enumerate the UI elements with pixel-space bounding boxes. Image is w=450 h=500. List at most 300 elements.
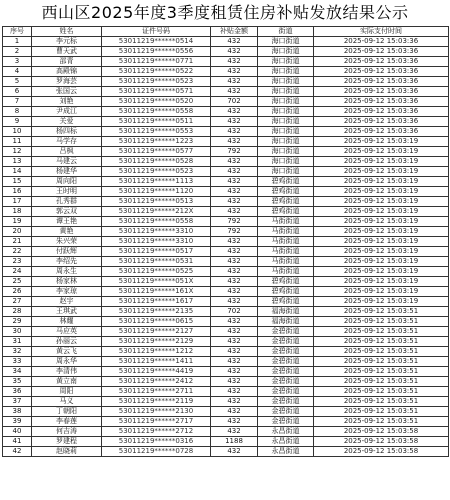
cell-name: 李绍先 bbox=[32, 257, 102, 267]
cell-street: 金碧街道 bbox=[258, 357, 314, 367]
cell-name: 杨建华 bbox=[32, 167, 102, 177]
cell-index: 11 bbox=[3, 137, 32, 147]
cell-street: 海口街道 bbox=[258, 37, 314, 47]
cell-name: 郭云双 bbox=[32, 207, 102, 217]
cell-id-number: 53011219******0511 bbox=[102, 117, 211, 127]
table-row bbox=[3, 417, 449, 427]
header-index: 序号 bbox=[3, 27, 32, 37]
cell-name: 周永生 bbox=[32, 267, 102, 277]
cell-payment-time: 2025-09-12 15:03:36 bbox=[314, 117, 449, 127]
cell-payment-time: 2025-09-12 15:03:58 bbox=[314, 437, 449, 447]
table-row bbox=[3, 367, 449, 377]
cell-index: 36 bbox=[3, 387, 32, 397]
cell-name: 曹天武 bbox=[32, 47, 102, 57]
cell-payment-time: 2025-09-12 15:03:19 bbox=[314, 257, 449, 267]
cell-index: 2 bbox=[3, 47, 32, 57]
cell-name: 孙丽云 bbox=[32, 337, 102, 347]
cell-amount: 432 bbox=[211, 347, 258, 357]
table-row bbox=[3, 287, 449, 297]
cell-id-number: 53011219******0513 bbox=[102, 197, 211, 207]
cell-index: 21 bbox=[3, 237, 32, 247]
cell-name: 周阳 bbox=[32, 387, 102, 397]
cell-index: 42 bbox=[3, 447, 32, 457]
table-row bbox=[3, 267, 449, 277]
cell-street: 金碧街道 bbox=[258, 347, 314, 357]
cell-street: 海口街道 bbox=[258, 77, 314, 87]
cell-amount: 432 bbox=[211, 77, 258, 87]
cell-amount: 1188 bbox=[211, 437, 258, 447]
cell-payment-time: 2025-09-12 15:03:19 bbox=[314, 287, 449, 297]
cell-street: 海口街道 bbox=[258, 147, 314, 157]
cell-index: 22 bbox=[3, 247, 32, 257]
cell-amount: 432 bbox=[211, 117, 258, 127]
cell-index: 31 bbox=[3, 337, 32, 347]
cell-index: 29 bbox=[3, 317, 32, 327]
cell-amount: 432 bbox=[211, 67, 258, 77]
cell-name: 黄云飞 bbox=[32, 347, 102, 357]
cell-street: 福海街道 bbox=[258, 307, 314, 317]
cell-street: 永昌街道 bbox=[258, 447, 314, 457]
cell-street: 马街街道 bbox=[258, 237, 314, 247]
cell-name: 李家琼 bbox=[32, 287, 102, 297]
cell-id-number: 53011219******2412 bbox=[102, 377, 211, 387]
cell-amount: 432 bbox=[211, 447, 258, 457]
header-payment-time: 实际支付时间 bbox=[314, 27, 449, 37]
cell-payment-time: 2025-09-12 15:03:19 bbox=[314, 147, 449, 157]
cell-id-number: 53011219******0558 bbox=[102, 107, 211, 117]
cell-street: 金碧街道 bbox=[258, 397, 314, 407]
cell-index: 32 bbox=[3, 347, 32, 357]
cell-amount: 432 bbox=[211, 317, 258, 327]
table-row bbox=[3, 377, 449, 387]
cell-payment-time: 2025-09-12 15:03:36 bbox=[314, 127, 449, 137]
cell-index: 37 bbox=[3, 397, 32, 407]
table-row bbox=[3, 347, 449, 357]
cell-name: 李元标 bbox=[32, 37, 102, 47]
cell-street: 马街街道 bbox=[258, 217, 314, 227]
cell-street: 海口街道 bbox=[258, 137, 314, 147]
cell-payment-time: 2025-09-12 15:03:51 bbox=[314, 307, 449, 317]
table-row bbox=[3, 237, 449, 247]
cell-payment-time: 2025-09-12 15:03:19 bbox=[314, 227, 449, 237]
table-row bbox=[3, 57, 449, 67]
cell-payment-time: 2025-09-12 15:03:36 bbox=[314, 67, 449, 77]
cell-name: 罗建程 bbox=[32, 437, 102, 447]
table-row bbox=[3, 157, 449, 167]
cell-id-number: 53011219******2712 bbox=[102, 427, 211, 437]
cell-street: 海口街道 bbox=[258, 97, 314, 107]
cell-name: 尹成江 bbox=[32, 107, 102, 117]
cell-index: 38 bbox=[3, 407, 32, 417]
cell-amount: 432 bbox=[211, 257, 258, 267]
cell-id-number: 53011219******161X bbox=[102, 287, 211, 297]
cell-street: 福海街道 bbox=[258, 317, 314, 327]
cell-payment-time: 2025-09-12 15:03:51 bbox=[314, 387, 449, 397]
cell-payment-time: 2025-09-12 15:03:58 bbox=[314, 447, 449, 457]
table-row bbox=[3, 387, 449, 397]
cell-id-number: 53011219******2127 bbox=[102, 327, 211, 337]
cell-amount: 432 bbox=[211, 287, 258, 297]
table-row bbox=[3, 147, 449, 157]
header-name: 姓名 bbox=[32, 27, 102, 37]
cell-payment-time: 2025-09-12 15:03:19 bbox=[314, 177, 449, 187]
cell-street: 永昌街道 bbox=[258, 437, 314, 447]
cell-street: 碧鸡街道 bbox=[258, 287, 314, 297]
cell-payment-time: 2025-09-12 15:03:19 bbox=[314, 267, 449, 277]
cell-id-number: 53011219******0571 bbox=[102, 87, 211, 97]
cell-index: 28 bbox=[3, 307, 32, 317]
cell-street: 海口街道 bbox=[258, 87, 314, 97]
cell-amount: 432 bbox=[211, 357, 258, 367]
cell-street: 金碧街道 bbox=[258, 327, 314, 337]
cell-index: 41 bbox=[3, 437, 32, 447]
cell-amount: 432 bbox=[211, 327, 258, 337]
cell-payment-time: 2025-09-12 15:03:36 bbox=[314, 107, 449, 117]
cell-index: 4 bbox=[3, 67, 32, 77]
table-row bbox=[3, 437, 449, 447]
cell-id-number: 53011219******0523 bbox=[102, 167, 211, 177]
cell-name: 吕枫 bbox=[32, 147, 102, 157]
cell-name: 黄立南 bbox=[32, 377, 102, 387]
cell-index: 16 bbox=[3, 187, 32, 197]
cell-amount: 432 bbox=[211, 427, 258, 437]
cell-payment-time: 2025-09-12 15:03:51 bbox=[314, 417, 449, 427]
cell-name: 邵青 bbox=[32, 57, 102, 67]
cell-id-number: 53011219******1223 bbox=[102, 137, 211, 147]
cell-name: 高殿锦 bbox=[32, 67, 102, 77]
cell-index: 24 bbox=[3, 267, 32, 277]
cell-amount: 432 bbox=[211, 237, 258, 247]
cell-payment-time: 2025-09-12 15:03:19 bbox=[314, 157, 449, 167]
cell-amount: 432 bbox=[211, 107, 258, 117]
cell-amount: 432 bbox=[211, 407, 258, 417]
cell-payment-time: 2025-09-12 15:03:51 bbox=[314, 347, 449, 357]
cell-id-number: 53011219******2135 bbox=[102, 307, 211, 317]
cell-payment-time: 2025-09-12 15:03:51 bbox=[314, 357, 449, 367]
cell-name: 李清伟 bbox=[32, 367, 102, 377]
cell-id-number: 53011219******2717 bbox=[102, 417, 211, 427]
cell-id-number: 53011219******0525 bbox=[102, 267, 211, 277]
table-row bbox=[3, 397, 449, 407]
cell-payment-time: 2025-09-12 15:03:51 bbox=[314, 407, 449, 417]
table-row bbox=[3, 177, 449, 187]
cell-id-number: 53011219******0316 bbox=[102, 437, 211, 447]
cell-id-number: 53011219******0771 bbox=[102, 57, 211, 67]
cell-id-number: 53011219******0728 bbox=[102, 447, 211, 457]
cell-name: 付跃辉 bbox=[32, 247, 102, 257]
cell-id-number: 53011219******0522 bbox=[102, 67, 211, 77]
cell-index: 25 bbox=[3, 277, 32, 287]
cell-id-number: 53011219******0531 bbox=[102, 257, 211, 267]
cell-payment-time: 2025-09-12 15:03:36 bbox=[314, 87, 449, 97]
cell-amount: 432 bbox=[211, 127, 258, 137]
cell-payment-time: 2025-09-12 15:03:51 bbox=[314, 317, 449, 327]
cell-index: 1 bbox=[3, 37, 32, 47]
cell-name: 罗海芸 bbox=[32, 77, 102, 87]
cell-amount: 792 bbox=[211, 147, 258, 157]
cell-id-number: 53011219******051X bbox=[102, 277, 211, 287]
cell-payment-time: 2025-09-12 15:03:51 bbox=[314, 327, 449, 337]
cell-index: 23 bbox=[3, 257, 32, 267]
cell-amount: 432 bbox=[211, 377, 258, 387]
cell-amount: 432 bbox=[211, 267, 258, 277]
cell-payment-time: 2025-09-12 15:03:19 bbox=[314, 197, 449, 207]
cell-street: 碧鸡街道 bbox=[258, 207, 314, 217]
cell-payment-time: 2025-09-12 15:03:19 bbox=[314, 207, 449, 217]
table-row bbox=[3, 127, 449, 137]
cell-index: 26 bbox=[3, 287, 32, 297]
cell-id-number: 53011219******212X bbox=[102, 207, 211, 217]
cell-index: 17 bbox=[3, 197, 32, 207]
cell-amount: 702 bbox=[211, 97, 258, 107]
cell-amount: 432 bbox=[211, 47, 258, 57]
cell-index: 19 bbox=[3, 217, 32, 227]
cell-payment-time: 2025-09-12 15:03:19 bbox=[314, 297, 449, 307]
cell-index: 8 bbox=[3, 107, 32, 117]
cell-street: 海口街道 bbox=[258, 107, 314, 117]
cell-street: 马街街道 bbox=[258, 257, 314, 267]
cell-index: 6 bbox=[3, 87, 32, 97]
cell-id-number: 53011219******1120 bbox=[102, 187, 211, 197]
cell-name: 马学存 bbox=[32, 137, 102, 147]
cell-id-number: 53011219******0556 bbox=[102, 47, 211, 57]
cell-street: 金碧街道 bbox=[258, 417, 314, 427]
table-row bbox=[3, 207, 449, 217]
cell-street: 永昌街道 bbox=[258, 427, 314, 437]
cell-amount: 432 bbox=[211, 387, 258, 397]
cell-id-number: 53011219******0528 bbox=[102, 157, 211, 167]
cell-index: 15 bbox=[3, 177, 32, 187]
cell-street: 海口街道 bbox=[258, 167, 314, 177]
header-street: 街道 bbox=[258, 27, 314, 37]
cell-index: 39 bbox=[3, 417, 32, 427]
cell-name: 赵宇 bbox=[32, 297, 102, 307]
table-row bbox=[3, 187, 449, 197]
cell-id-number: 53011219******1113 bbox=[102, 177, 211, 187]
cell-amount: 432 bbox=[211, 57, 258, 67]
cell-index: 20 bbox=[3, 227, 32, 237]
cell-amount: 432 bbox=[211, 87, 258, 97]
cell-name: 马义 bbox=[32, 397, 102, 407]
table-header-row bbox=[3, 27, 449, 37]
cell-payment-time: 2025-09-12 15:03:36 bbox=[314, 97, 449, 107]
cell-name: 王时明 bbox=[32, 187, 102, 197]
cell-index: 5 bbox=[3, 77, 32, 87]
cell-street: 金碧街道 bbox=[258, 367, 314, 377]
cell-amount: 432 bbox=[211, 157, 258, 167]
cell-id-number: 53011219******0577 bbox=[102, 147, 211, 157]
cell-payment-time: 2025-09-12 15:03:36 bbox=[314, 57, 449, 67]
table-row bbox=[3, 37, 449, 47]
table-row bbox=[3, 277, 449, 287]
cell-payment-time: 2025-09-12 15:03:51 bbox=[314, 367, 449, 377]
table-row bbox=[3, 407, 449, 417]
cell-amount: 432 bbox=[211, 197, 258, 207]
header-amount: 补贴金额 bbox=[211, 27, 258, 37]
cell-index: 30 bbox=[3, 327, 32, 337]
table-row bbox=[3, 217, 449, 227]
cell-name: 马应英 bbox=[32, 327, 102, 337]
cell-id-number: 53011219******1212 bbox=[102, 347, 211, 357]
cell-payment-time: 2025-09-12 15:03:19 bbox=[314, 187, 449, 197]
cell-amount: 432 bbox=[211, 137, 258, 147]
cell-amount: 792 bbox=[211, 227, 258, 237]
cell-payment-time: 2025-09-12 15:03:51 bbox=[314, 337, 449, 347]
cell-street: 金碧街道 bbox=[258, 337, 314, 347]
table-row bbox=[3, 317, 449, 327]
cell-street: 马街街道 bbox=[258, 267, 314, 277]
cell-street: 金碧街道 bbox=[258, 387, 314, 397]
cell-name: 孔秀群 bbox=[32, 197, 102, 207]
table-row bbox=[3, 247, 449, 257]
cell-payment-time: 2025-09-12 15:03:19 bbox=[314, 237, 449, 247]
cell-id-number: 53011219******0553 bbox=[102, 127, 211, 137]
table-row bbox=[3, 47, 449, 57]
table-row bbox=[3, 297, 449, 307]
cell-amount: 432 bbox=[211, 177, 258, 187]
cell-payment-time: 2025-09-12 15:03:19 bbox=[314, 217, 449, 227]
cell-id-number: 53011219******0615 bbox=[102, 317, 211, 327]
table-row bbox=[3, 107, 449, 117]
cell-index: 10 bbox=[3, 127, 32, 137]
cell-name: 周向阳 bbox=[32, 177, 102, 187]
cell-name: 杨四标 bbox=[32, 127, 102, 137]
cell-index: 13 bbox=[3, 157, 32, 167]
cell-name: 何吉涛 bbox=[32, 427, 102, 437]
cell-street: 海口街道 bbox=[258, 157, 314, 167]
cell-street: 海口街道 bbox=[258, 57, 314, 67]
cell-amount: 432 bbox=[211, 337, 258, 347]
cell-id-number: 53011219******3310 bbox=[102, 237, 211, 247]
cell-name: 丁朝阳 bbox=[32, 407, 102, 417]
cell-index: 33 bbox=[3, 357, 32, 367]
cell-index: 14 bbox=[3, 167, 32, 177]
cell-id-number: 53011219******2130 bbox=[102, 407, 211, 417]
table-row bbox=[3, 427, 449, 437]
cell-street: 马街街道 bbox=[258, 227, 314, 237]
cell-name: 周永华 bbox=[32, 357, 102, 367]
cell-payment-time: 2025-09-12 15:03:19 bbox=[314, 167, 449, 177]
cell-amount: 432 bbox=[211, 37, 258, 47]
cell-index: 18 bbox=[3, 207, 32, 217]
cell-amount: 432 bbox=[211, 277, 258, 287]
cell-id-number: 53011219******4419 bbox=[102, 367, 211, 377]
cell-street: 碧鸡街道 bbox=[258, 177, 314, 187]
table-row bbox=[3, 77, 449, 87]
cell-id-number: 53011219******1617 bbox=[102, 297, 211, 307]
table-row bbox=[3, 197, 449, 207]
cell-id-number: 53011219******0523 bbox=[102, 77, 211, 87]
cell-index: 3 bbox=[3, 57, 32, 67]
cell-name: 谭王艳 bbox=[32, 217, 102, 227]
cell-street: 碧鸡街道 bbox=[258, 277, 314, 287]
cell-amount: 432 bbox=[211, 207, 258, 217]
cell-amount: 432 bbox=[211, 397, 258, 407]
cell-id-number: 53011219******2711 bbox=[102, 387, 211, 397]
cell-name: 王琪武 bbox=[32, 307, 102, 317]
cell-name: 林耀 bbox=[32, 317, 102, 327]
cell-street: 马街街道 bbox=[258, 247, 314, 257]
cell-id-number: 53011219******0520 bbox=[102, 97, 211, 107]
cell-amount: 432 bbox=[211, 247, 258, 257]
table-row bbox=[3, 357, 449, 367]
cell-name: 黄艳 bbox=[32, 227, 102, 237]
table-row bbox=[3, 307, 449, 317]
cell-street: 金碧街道 bbox=[258, 377, 314, 387]
table-row bbox=[3, 117, 449, 127]
cell-amount: 432 bbox=[211, 367, 258, 377]
cell-amount: 702 bbox=[211, 307, 258, 317]
cell-payment-time: 2025-09-12 15:03:36 bbox=[314, 77, 449, 87]
cell-payment-time: 2025-09-12 15:03:51 bbox=[314, 397, 449, 407]
cell-name: 马建云 bbox=[32, 157, 102, 167]
table-row bbox=[3, 327, 449, 337]
cell-amount: 432 bbox=[211, 297, 258, 307]
cell-id-number: 53011219******2129 bbox=[102, 337, 211, 347]
cell-payment-time: 2025-09-12 15:03:51 bbox=[314, 377, 449, 387]
cell-index: 34 bbox=[3, 367, 32, 377]
table-row bbox=[3, 97, 449, 107]
cell-street: 碧鸡街道 bbox=[258, 197, 314, 207]
table-row bbox=[3, 137, 449, 147]
cell-name: 张国云 bbox=[32, 87, 102, 97]
table-row bbox=[3, 447, 449, 457]
cell-payment-time: 2025-09-12 15:03:19 bbox=[314, 247, 449, 257]
cell-street: 碧鸡街道 bbox=[258, 297, 314, 307]
cell-name: 杨家林 bbox=[32, 277, 102, 287]
cell-index: 40 bbox=[3, 427, 32, 437]
table-row bbox=[3, 167, 449, 177]
cell-name: 李春莲 bbox=[32, 417, 102, 427]
cell-street: 碧鸡街道 bbox=[258, 187, 314, 197]
cell-index: 7 bbox=[3, 97, 32, 107]
header-id-number: 证件号码 bbox=[102, 27, 211, 37]
cell-id-number: 53011219******0517 bbox=[102, 247, 211, 257]
cell-id-number: 53011219******1411 bbox=[102, 357, 211, 367]
table-row bbox=[3, 67, 449, 77]
table-row bbox=[3, 257, 449, 267]
cell-street: 金碧街道 bbox=[258, 407, 314, 417]
table-row bbox=[3, 337, 449, 347]
cell-payment-time: 2025-09-12 15:03:36 bbox=[314, 37, 449, 47]
cell-street: 海口街道 bbox=[258, 47, 314, 57]
table-body bbox=[3, 37, 449, 457]
cell-id-number: 53011219******0514 bbox=[102, 37, 211, 47]
cell-amount: 432 bbox=[211, 167, 258, 177]
cell-id-number: 53011219******0558 bbox=[102, 217, 211, 227]
cell-amount: 432 bbox=[211, 187, 258, 197]
cell-payment-time: 2025-09-12 15:03:58 bbox=[314, 427, 449, 437]
cell-id-number: 53011219******3310 bbox=[102, 227, 211, 237]
table-row bbox=[3, 87, 449, 97]
cell-street: 海口街道 bbox=[258, 127, 314, 137]
cell-street: 海口街道 bbox=[258, 117, 314, 127]
table-row bbox=[3, 227, 449, 237]
cell-index: 27 bbox=[3, 297, 32, 307]
cell-index: 9 bbox=[3, 117, 32, 127]
cell-payment-time: 2025-09-12 15:03:19 bbox=[314, 277, 449, 287]
cell-street: 海口街道 bbox=[258, 67, 314, 77]
subsidy-table bbox=[2, 26, 449, 457]
page-title: 西山区2025年度3季度租赁住房补贴发放结果公示 bbox=[41, 3, 409, 22]
cell-amount: 792 bbox=[211, 217, 258, 227]
cell-amount: 432 bbox=[211, 417, 258, 427]
cell-name: 赵晓莉 bbox=[32, 447, 102, 457]
cell-name: 刘艳 bbox=[32, 97, 102, 107]
cell-name: 朱兴荣 bbox=[32, 237, 102, 247]
cell-name: 关爱 bbox=[32, 117, 102, 127]
cell-payment-time: 2025-09-12 15:03:36 bbox=[314, 47, 449, 57]
